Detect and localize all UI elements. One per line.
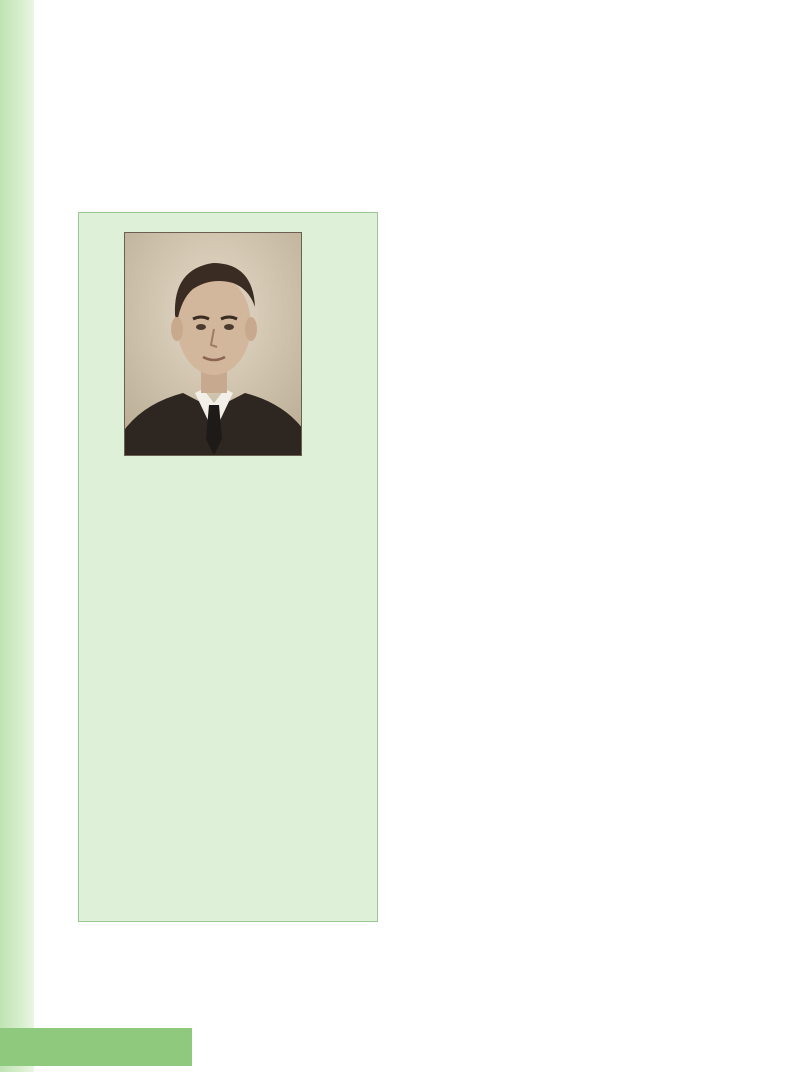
portrait-photo: [124, 232, 302, 456]
chapter-label: [104, 1036, 190, 1058]
page-number: [42, 1030, 92, 1064]
page-edge-strip: [0, 0, 34, 1072]
portrait-illustration: [125, 233, 302, 456]
